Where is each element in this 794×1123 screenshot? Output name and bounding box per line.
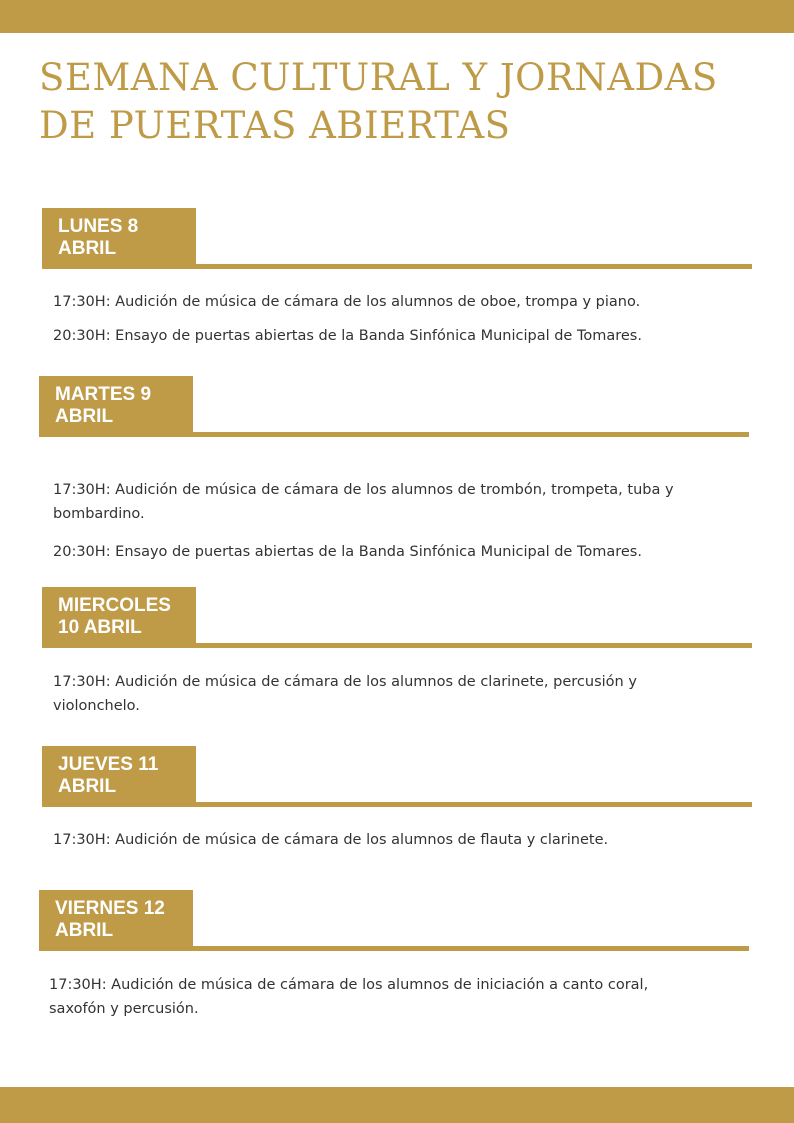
- event-item: 17:30H: Audición de música de cámara de los alumnos de trombón, trompeta, tuba y bombardino.: [53, 482, 674, 522]
- event-item: 20:30H: Ensayo de puertas abiertas de la Banda Sinfónica Municipal de Tomares.: [53, 544, 642, 560]
- day-label-box: [42, 208, 196, 268]
- day-divider: [42, 802, 752, 807]
- day-divider: [42, 264, 752, 269]
- top-band: [0, 0, 794, 33]
- event-item: 17:30H: Audición de música de cámara de los alumnos de oboe, trompa y piano.: [53, 294, 641, 310]
- day-divider: [42, 643, 752, 648]
- day-label-box: [42, 587, 196, 647]
- day-label-box: [39, 376, 193, 436]
- day-label-box: [39, 890, 193, 950]
- event-item: 17:30H: Audición de música de cámara de los alumnos de flauta y clarinete.: [53, 832, 609, 848]
- day-label: LUNES 8 ABRIL: [58, 216, 139, 259]
- page-title: SEMANA CULTURAL Y JORNADAS DE PUERTAS ABIERTAS: [39, 56, 718, 147]
- event-item: 17:30H: Audición de música de cámara de los alumnos de clarinete, percusión y violonchelo.: [53, 674, 637, 714]
- event-item: 17:30H: Audición de música de cámara de los alumnos de iniciación a canto coral, saxofón y percusión.: [49, 977, 649, 1017]
- day-label: VIERNES 12 ABRIL: [55, 898, 165, 941]
- event-item: 20:30H: Ensayo de puertas abiertas de la Banda Sinfónica Municipal de Tomares.: [53, 328, 642, 344]
- day-divider: [39, 432, 749, 437]
- day-label: MARTES 9 ABRIL: [55, 384, 152, 427]
- day-divider: [39, 946, 749, 951]
- day-label: JUEVES 11 ABRIL: [58, 754, 159, 797]
- day-label-box: [42, 746, 196, 806]
- bottom-band: [0, 1087, 794, 1123]
- day-label: MIERCOLES 10 ABRIL: [58, 595, 171, 638]
